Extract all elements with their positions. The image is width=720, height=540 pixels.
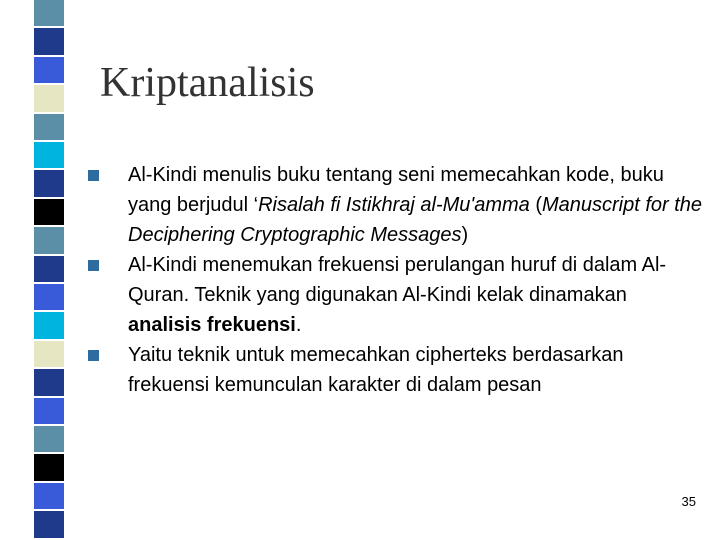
bullet-text: ( xyxy=(529,194,542,216)
slide-title: Kriptanalisis xyxy=(100,60,315,106)
emphasis-text: analisis frekuensi xyxy=(128,314,296,336)
strip-block xyxy=(34,369,64,395)
strip-block xyxy=(34,199,64,225)
bullet-text: Al-Kindi menemukan frekuensi perulangan huruf di dalam Al-Quran. Teknik yang digunakan Al-Kindi kelak dinamakan xyxy=(128,254,667,306)
decorative-color-strip xyxy=(34,0,66,540)
strip-block xyxy=(34,312,64,338)
book-title-text: Risalah fi Istikhraj al-Mu'amma xyxy=(258,194,530,216)
strip-block xyxy=(34,483,64,509)
bullet-item xyxy=(88,340,704,400)
strip-block xyxy=(34,114,64,140)
book-translation-text: Manuscript for the Deciphering Cryptographic Messages xyxy=(128,194,703,246)
bullet-item xyxy=(88,160,704,250)
strip-block xyxy=(34,142,64,168)
bullet-list xyxy=(88,160,704,400)
bullet-item xyxy=(88,250,704,340)
bullet-text: ) xyxy=(461,224,469,246)
strip-block xyxy=(34,57,64,83)
strip-block xyxy=(34,256,64,282)
strip-block xyxy=(34,511,64,537)
strip-block xyxy=(34,227,64,253)
square-bullet-icon xyxy=(88,260,99,271)
strip-block xyxy=(34,341,64,367)
page-number: 35 xyxy=(681,494,696,509)
strip-block xyxy=(34,0,64,26)
bullet-text: . xyxy=(295,314,302,336)
strip-block xyxy=(34,85,64,111)
strip-block xyxy=(34,28,64,54)
strip-block xyxy=(34,284,64,310)
strip-block xyxy=(34,426,64,452)
square-bullet-icon xyxy=(88,170,99,181)
strip-block xyxy=(34,398,64,424)
strip-block xyxy=(34,170,64,196)
square-bullet-icon xyxy=(88,350,99,361)
strip-block xyxy=(34,454,64,480)
bullet-text: Al-Kindi menulis buku tentang seni memecahkan kode, buku yang berjudul ‘ xyxy=(128,164,664,216)
bullet-text: Yaitu teknik untuk memecahkan cipherteks berdasarkan frekuensi kemunculan karakter di dalam pesan xyxy=(128,344,624,396)
